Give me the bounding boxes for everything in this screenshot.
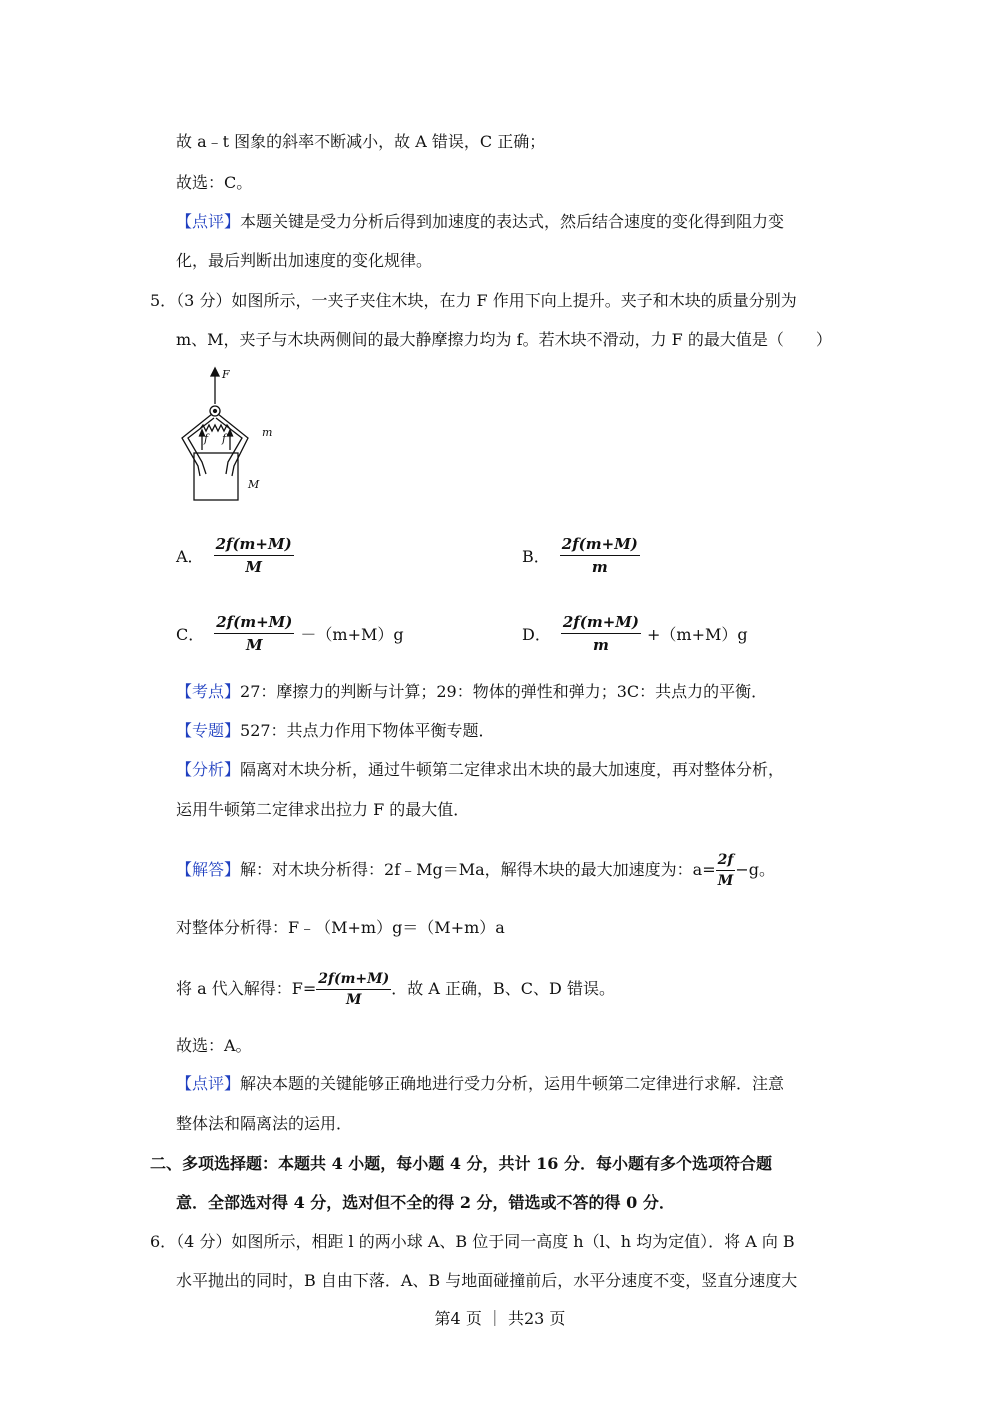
jieda-text-post: −g。: [735, 860, 776, 879]
zhuanti-line: [176, 720, 495, 742]
option-label: B．: [522, 547, 550, 566]
text-line: 化，最后判断出加速度的变化规律。: [176, 251, 433, 270]
jieda-line: [176, 848, 775, 892]
comment-line: 整体法和隔离法的运用．: [176, 1114, 353, 1133]
option-c[interactable]: [176, 613, 404, 654]
label-F: F: [222, 368, 230, 381]
fenxi-line: [176, 759, 784, 781]
arrow-head: [211, 368, 219, 376]
option-fraction: $\frac{2f(m+M)}{M}$: [216, 613, 293, 654]
page-footer: 第4 页 ｜ 共23 页: [434, 1309, 566, 1328]
label-M: M: [248, 478, 260, 491]
kaodian-text: 27：摩擦力的判断与计算；29：物体的弹性和弹力；3C：共点力的平衡．: [240, 682, 768, 701]
kaodian-line: [176, 681, 767, 703]
kaodian-tag: 【考点】: [176, 682, 241, 701]
accel-fraction: $\frac{2f}{M}$: [717, 852, 734, 889]
q5-stem: m、M，夹子与木块两侧间的最大静摩擦力均为 f。若木块不滑动，力 F 的最大值是（ ）: [176, 330, 832, 349]
text-line: 故 a﹣t 图象的斜率不断减小，故 A 错误，C 正确；: [176, 132, 546, 151]
section-heading: 意．全部选对得 4 分，选对但不全的得 2 分，错选或不答的得 0 分．: [176, 1193, 675, 1212]
q6-stem: 6．（4 分）如图所示，相距 l 的两小球 A、B 位于同一高度 h（l、h 均为定值）．将 A 向 B: [150, 1232, 795, 1251]
answer-line: 故选：A。: [176, 1036, 252, 1055]
option-label: A．: [176, 547, 204, 566]
jieda-text: 将 a 代入解得：F=: [176, 979, 317, 998]
fenxi-text: 隔离对木块分析，通过牛顿第二定律求出木块的最大加速度，再对整体分析，: [240, 760, 785, 779]
jieda-text-post: ．故 A 正确，B、C、D 错误。: [391, 979, 615, 998]
option-fraction: $\frac{2f(m+M)}{m}$: [562, 613, 639, 654]
label-m: m: [262, 426, 273, 439]
jieda-line: [176, 967, 615, 1011]
zhuanti-tag: 【专题】: [176, 721, 241, 740]
label-f-left: f: [204, 432, 209, 445]
comment-text: 解决本题的关键能够正确地进行受力分析，运用牛顿第二定律进行求解．注意: [240, 1074, 785, 1093]
comment-line: [176, 1073, 784, 1095]
zhuanti-text: 527：共点力作用下物体平衡专题．: [240, 721, 495, 740]
label-f-right: f: [222, 432, 227, 445]
option-b[interactable]: [522, 535, 640, 576]
jieda-text: 解：对木块分析得：2f﹣Mg＝Ma，解得木块的最大加速度为：a=: [240, 860, 716, 879]
comment-line: [176, 211, 784, 233]
option-d[interactable]: [522, 613, 748, 654]
clamp-figure: [170, 366, 280, 506]
force-fraction: $\frac{2f(m+M)}{M}$: [318, 971, 390, 1008]
option-label: D．: [522, 625, 551, 644]
option-a[interactable]: [176, 535, 294, 576]
option-fraction: $\frac{2f(m+M)}{M}$: [215, 535, 292, 576]
jieda-tag: 【解答】: [176, 860, 241, 879]
text-line: 故选：C。: [176, 173, 253, 192]
q6-stem: 水平抛出的同时，B 自由下落．A、B 与地面碰撞前后，水平分速度不变，竖直分速度大: [176, 1271, 798, 1290]
option-tail: －（m+M）g: [300, 625, 404, 644]
jieda-line: 对整体分析得：F﹣（M+m）g＝（M+m）a: [176, 918, 505, 937]
comment-text: 本题关键是受力分析后得到加速度的表达式，然后结合速度的变化得到阻力变: [240, 212, 785, 231]
option-tail: +（m+M）g: [646, 625, 748, 644]
comment-tag: 【点评】: [176, 1074, 241, 1093]
q5-stem: 5．（3 分）如图所示，一夹子夹住木块，在力 F 作用下向上提升。夹子和木块的质量分别为: [150, 291, 797, 310]
fenxi-tag: 【分析】: [176, 760, 241, 779]
comment-tag: 【点评】: [176, 212, 241, 231]
section-heading: 二、多项选择题：本题共 4 小题，每小题 4 分，共计 16 分．每小题有多个选项符合题: [150, 1154, 772, 1173]
option-label: C．: [176, 625, 205, 644]
option-fraction: $\frac{2f(m+M)}{m}$: [561, 535, 638, 576]
fenxi-line: 运用牛顿第二定律求出拉力 F 的最大值．: [176, 800, 470, 819]
